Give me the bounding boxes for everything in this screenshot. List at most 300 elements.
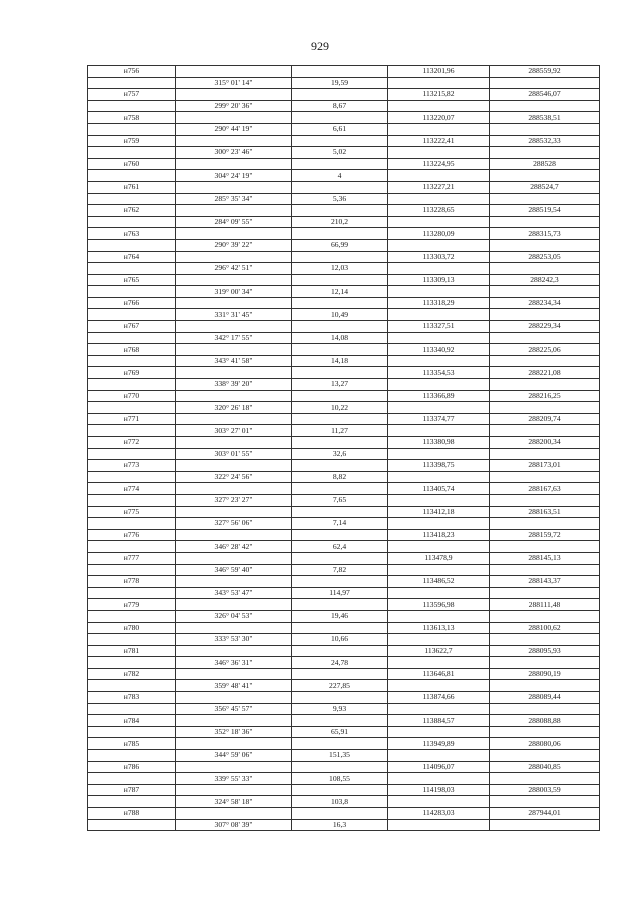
point-row	[88, 599, 600, 611]
empty-cell	[176, 251, 292, 263]
empty-cell	[490, 425, 600, 437]
point-row	[88, 66, 600, 78]
y-coordinate-cell: 288163,51	[490, 506, 600, 518]
x-coordinate-cell: 113398,75	[388, 460, 490, 472]
distance-cell: 10,22	[292, 402, 388, 414]
x-coordinate-cell: 113228,65	[388, 205, 490, 217]
empty-cell	[88, 77, 176, 89]
empty-cell	[490, 634, 600, 646]
segment-row	[88, 193, 600, 205]
empty-cell	[388, 494, 490, 506]
empty-cell	[88, 239, 176, 251]
x-coordinate-cell: 113412,18	[388, 506, 490, 518]
empty-cell	[292, 321, 388, 333]
direction-angle-cell: 346° 36' 31"	[176, 657, 292, 669]
empty-cell	[490, 77, 600, 89]
direction-angle-cell: 333° 53' 30"	[176, 634, 292, 646]
page-number: 929	[311, 39, 329, 53]
point-name-cell: н773	[88, 460, 176, 472]
empty-cell	[388, 587, 490, 599]
empty-cell	[88, 680, 176, 692]
distance-cell: 10,66	[292, 634, 388, 646]
empty-cell	[388, 518, 490, 530]
y-coordinate-cell: 288546,07	[490, 89, 600, 101]
segment-row	[88, 819, 600, 831]
direction-angle-cell: 303° 27' 01"	[176, 425, 292, 437]
y-coordinate-cell: 288040,85	[490, 761, 600, 773]
y-coordinate-cell: 288253,05	[490, 251, 600, 263]
direction-angle-cell: 338° 39' 20"	[176, 379, 292, 391]
empty-cell	[176, 321, 292, 333]
x-coordinate-cell: 113220,07	[388, 112, 490, 124]
empty-cell	[176, 784, 292, 796]
empty-cell	[490, 263, 600, 275]
point-name-cell: н784	[88, 715, 176, 727]
empty-cell	[88, 147, 176, 159]
point-row	[88, 784, 600, 796]
empty-cell	[292, 692, 388, 704]
empty-cell	[490, 216, 600, 228]
empty-cell	[88, 355, 176, 367]
point-row	[88, 692, 600, 704]
segment-row	[88, 216, 600, 228]
distance-cell: 19,46	[292, 610, 388, 622]
segment-row	[88, 332, 600, 344]
x-coordinate-cell: 113884,57	[388, 715, 490, 727]
empty-cell	[176, 622, 292, 634]
empty-cell	[88, 587, 176, 599]
segment-row	[88, 100, 600, 112]
empty-cell	[88, 123, 176, 135]
point-row	[88, 622, 600, 634]
x-coordinate-cell: 113478,9	[388, 552, 490, 564]
segment-row	[88, 123, 600, 135]
x-coordinate-cell: 114198,03	[388, 784, 490, 796]
point-name-cell: н764	[88, 251, 176, 263]
empty-cell	[176, 205, 292, 217]
distance-cell: 62,4	[292, 541, 388, 553]
empty-cell	[292, 784, 388, 796]
empty-cell	[88, 402, 176, 414]
direction-angle-cell: 319° 00' 34"	[176, 286, 292, 298]
x-coordinate-cell: 113222,41	[388, 135, 490, 147]
point-name-cell: н768	[88, 344, 176, 356]
segment-row	[88, 448, 600, 460]
x-coordinate-cell: 113596,98	[388, 599, 490, 611]
empty-cell	[292, 552, 388, 564]
empty-cell	[88, 448, 176, 460]
segment-row	[88, 355, 600, 367]
segment-row	[88, 726, 600, 738]
empty-cell	[490, 239, 600, 251]
empty-cell	[292, 251, 388, 263]
empty-cell	[292, 645, 388, 657]
point-name-cell: н778	[88, 576, 176, 588]
direction-angle-cell: 342° 17' 55"	[176, 332, 292, 344]
y-coordinate-cell: 288524,7	[490, 181, 600, 193]
point-row	[88, 367, 600, 379]
direction-angle-cell: 322° 24' 56"	[176, 471, 292, 483]
x-coordinate-cell: 113215,82	[388, 89, 490, 101]
empty-cell	[176, 228, 292, 240]
point-row	[88, 89, 600, 101]
point-row	[88, 483, 600, 495]
distance-cell: 103,8	[292, 796, 388, 808]
empty-cell	[176, 89, 292, 101]
empty-cell	[292, 437, 388, 449]
empty-cell	[88, 100, 176, 112]
distance-cell: 5,36	[292, 193, 388, 205]
point-row	[88, 645, 600, 657]
empty-cell	[292, 297, 388, 309]
y-coordinate-cell: 288145,13	[490, 552, 600, 564]
empty-cell	[388, 332, 490, 344]
empty-cell	[176, 344, 292, 356]
empty-cell	[292, 622, 388, 634]
empty-cell	[490, 355, 600, 367]
y-coordinate-cell: 288209,74	[490, 413, 600, 425]
empty-cell	[490, 123, 600, 135]
empty-cell	[388, 610, 490, 622]
point-row	[88, 251, 600, 263]
empty-cell	[292, 89, 388, 101]
empty-cell	[88, 541, 176, 553]
empty-cell	[176, 761, 292, 773]
empty-cell	[490, 147, 600, 159]
y-coordinate-cell: 288538,51	[490, 112, 600, 124]
segment-row	[88, 77, 600, 89]
y-coordinate-cell: 288159,72	[490, 529, 600, 541]
empty-cell	[176, 645, 292, 657]
empty-cell	[176, 437, 292, 449]
segment-row	[88, 263, 600, 275]
point-name-cell: н765	[88, 274, 176, 286]
empty-cell	[88, 750, 176, 762]
point-name-cell: н767	[88, 321, 176, 333]
point-row	[88, 437, 600, 449]
segment-row	[88, 796, 600, 808]
distance-cell: 151,35	[292, 750, 388, 762]
empty-cell	[88, 286, 176, 298]
x-coordinate-cell: 113949,89	[388, 738, 490, 750]
point-name-cell: н772	[88, 437, 176, 449]
empty-cell	[490, 750, 600, 762]
empty-cell	[490, 564, 600, 576]
empty-cell	[490, 379, 600, 391]
point-row	[88, 274, 600, 286]
empty-cell	[490, 471, 600, 483]
point-row	[88, 738, 600, 750]
empty-cell	[490, 100, 600, 112]
empty-cell	[292, 413, 388, 425]
distance-cell: 12,14	[292, 286, 388, 298]
empty-cell	[176, 413, 292, 425]
point-name-cell: н776	[88, 529, 176, 541]
segment-row	[88, 703, 600, 715]
point-name-cell: н788	[88, 808, 176, 820]
distance-cell: 7,65	[292, 494, 388, 506]
point-name-cell: н775	[88, 506, 176, 518]
distance-cell: 12,03	[292, 263, 388, 275]
point-name-cell: н761	[88, 181, 176, 193]
empty-cell	[292, 761, 388, 773]
empty-cell	[490, 703, 600, 715]
empty-cell	[388, 773, 490, 785]
segment-row	[88, 610, 600, 622]
direction-angle-cell: 343° 53' 47"	[176, 587, 292, 599]
direction-angle-cell: 346° 28' 42"	[176, 541, 292, 553]
empty-cell	[388, 216, 490, 228]
empty-cell	[292, 112, 388, 124]
distance-cell: 7,82	[292, 564, 388, 576]
y-coordinate-cell: 288095,93	[490, 645, 600, 657]
empty-cell	[388, 680, 490, 692]
direction-angle-cell: 356° 45' 57"	[176, 703, 292, 715]
point-name-cell: н781	[88, 645, 176, 657]
point-row	[88, 135, 600, 147]
empty-cell	[292, 599, 388, 611]
segment-row	[88, 379, 600, 391]
empty-cell	[490, 309, 600, 321]
empty-cell	[176, 576, 292, 588]
x-coordinate-cell: 114283,03	[388, 808, 490, 820]
direction-angle-cell: 346° 59' 40"	[176, 564, 292, 576]
empty-cell	[292, 158, 388, 170]
x-coordinate-cell: 113646,81	[388, 668, 490, 680]
empty-cell	[490, 494, 600, 506]
empty-cell	[490, 193, 600, 205]
empty-cell	[388, 309, 490, 321]
empty-cell	[490, 796, 600, 808]
direction-angle-cell: 320° 26' 18"	[176, 402, 292, 414]
direction-angle-cell: 285° 35' 34"	[176, 193, 292, 205]
empty-cell	[88, 703, 176, 715]
distance-cell: 66,99	[292, 239, 388, 251]
empty-cell	[88, 263, 176, 275]
distance-cell: 24,78	[292, 657, 388, 669]
direction-angle-cell: 304° 24' 19"	[176, 170, 292, 182]
direction-angle-cell: 339° 55' 33"	[176, 773, 292, 785]
empty-cell	[490, 773, 600, 785]
point-name-cell: н769	[88, 367, 176, 379]
point-row	[88, 158, 600, 170]
y-coordinate-cell: 288111,48	[490, 599, 600, 611]
point-row	[88, 321, 600, 333]
point-name-cell: н757	[88, 89, 176, 101]
empty-cell	[490, 541, 600, 553]
empty-cell	[388, 703, 490, 715]
empty-cell	[388, 425, 490, 437]
point-name-cell: н758	[88, 112, 176, 124]
point-name-cell: н766	[88, 297, 176, 309]
empty-cell	[176, 274, 292, 286]
point-name-cell: н787	[88, 784, 176, 796]
empty-cell	[176, 808, 292, 820]
distance-cell: 8,82	[292, 471, 388, 483]
empty-cell	[292, 390, 388, 402]
empty-cell	[292, 66, 388, 78]
direction-angle-cell: 324° 58' 18"	[176, 796, 292, 808]
empty-cell	[88, 471, 176, 483]
y-coordinate-cell: 288080,06	[490, 738, 600, 750]
empty-cell	[388, 819, 490, 831]
x-coordinate-cell: 114096,07	[388, 761, 490, 773]
direction-angle-cell: 315° 01' 14"	[176, 77, 292, 89]
empty-cell	[292, 483, 388, 495]
segment-row	[88, 773, 600, 785]
empty-cell	[176, 668, 292, 680]
segment-row	[88, 309, 600, 321]
empty-cell	[176, 390, 292, 402]
empty-cell	[292, 715, 388, 727]
y-coordinate-cell: 288100,62	[490, 622, 600, 634]
direction-angle-cell: 327° 56' 06"	[176, 518, 292, 530]
empty-cell	[388, 100, 490, 112]
distance-cell: 6,61	[292, 123, 388, 135]
direction-angle-cell: 327° 23' 27"	[176, 494, 292, 506]
distance-cell: 65,91	[292, 726, 388, 738]
direction-angle-cell: 352° 18' 36"	[176, 726, 292, 738]
empty-cell	[388, 796, 490, 808]
empty-cell	[176, 135, 292, 147]
empty-cell	[88, 726, 176, 738]
empty-cell	[292, 506, 388, 518]
distance-cell: 9,93	[292, 703, 388, 715]
x-coordinate-cell: 113201,96	[388, 66, 490, 78]
empty-cell	[388, 750, 490, 762]
empty-cell	[388, 239, 490, 251]
empty-cell	[88, 332, 176, 344]
segment-row	[88, 147, 600, 159]
empty-cell	[88, 796, 176, 808]
empty-cell	[388, 147, 490, 159]
distance-cell: 227,85	[292, 680, 388, 692]
empty-cell	[388, 564, 490, 576]
empty-cell	[388, 379, 490, 391]
x-coordinate-cell: 113340,92	[388, 344, 490, 356]
point-row	[88, 506, 600, 518]
x-coordinate-cell: 113486,52	[388, 576, 490, 588]
x-coordinate-cell: 113224,95	[388, 158, 490, 170]
coordinates-table-body	[88, 66, 600, 831]
y-coordinate-cell: 288167,63	[490, 483, 600, 495]
y-coordinate-cell: 288200,34	[490, 437, 600, 449]
empty-cell	[88, 494, 176, 506]
x-coordinate-cell: 113418,23	[388, 529, 490, 541]
y-coordinate-cell: 288532,33	[490, 135, 600, 147]
empty-cell	[88, 564, 176, 576]
empty-cell	[88, 193, 176, 205]
point-name-cell: н763	[88, 228, 176, 240]
empty-cell	[490, 170, 600, 182]
segment-row	[88, 587, 600, 599]
point-name-cell: н760	[88, 158, 176, 170]
point-row	[88, 413, 600, 425]
empty-cell	[88, 425, 176, 437]
y-coordinate-cell: 288225,06	[490, 344, 600, 356]
y-coordinate-cell: 288216,25	[490, 390, 600, 402]
direction-angle-cell: 359° 48' 41"	[176, 680, 292, 692]
empty-cell	[490, 332, 600, 344]
empty-cell	[176, 367, 292, 379]
empty-cell	[388, 286, 490, 298]
distance-cell: 114,97	[292, 587, 388, 599]
empty-cell	[176, 692, 292, 704]
direction-angle-cell: 296° 42' 51"	[176, 263, 292, 275]
direction-angle-cell: 331° 31' 45"	[176, 309, 292, 321]
segment-row	[88, 494, 600, 506]
empty-cell	[176, 181, 292, 193]
empty-cell	[292, 529, 388, 541]
empty-cell	[176, 112, 292, 124]
y-coordinate-cell: 288229,34	[490, 321, 600, 333]
empty-cell	[88, 634, 176, 646]
y-coordinate-cell: 288559,92	[490, 66, 600, 78]
empty-cell	[388, 541, 490, 553]
empty-cell	[388, 123, 490, 135]
segment-row	[88, 471, 600, 483]
empty-cell	[388, 77, 490, 89]
empty-cell	[176, 506, 292, 518]
empty-cell	[88, 379, 176, 391]
point-name-cell: н785	[88, 738, 176, 750]
empty-cell	[388, 471, 490, 483]
empty-cell	[292, 344, 388, 356]
y-coordinate-cell: 288089,44	[490, 692, 600, 704]
segment-row	[88, 286, 600, 298]
point-name-cell: н774	[88, 483, 176, 495]
empty-cell	[388, 170, 490, 182]
empty-cell	[490, 610, 600, 622]
segment-row	[88, 634, 600, 646]
empty-cell	[490, 680, 600, 692]
direction-angle-cell: 303° 01' 55"	[176, 448, 292, 460]
distance-cell: 32,6	[292, 448, 388, 460]
point-row	[88, 761, 600, 773]
empty-cell	[292, 181, 388, 193]
empty-cell	[388, 402, 490, 414]
distance-cell: 7,14	[292, 518, 388, 530]
y-coordinate-cell: 288315,73	[490, 228, 600, 240]
distance-cell: 10,49	[292, 309, 388, 321]
x-coordinate-cell: 113366,89	[388, 390, 490, 402]
x-coordinate-cell: 113613,13	[388, 622, 490, 634]
distance-cell: 210,2	[292, 216, 388, 228]
empty-cell	[292, 668, 388, 680]
x-coordinate-cell: 113374,77	[388, 413, 490, 425]
x-coordinate-cell: 113318,29	[388, 297, 490, 309]
y-coordinate-cell: 288234,34	[490, 297, 600, 309]
segment-row	[88, 518, 600, 530]
empty-cell	[88, 819, 176, 831]
empty-cell	[490, 448, 600, 460]
direction-angle-cell: 307° 08' 39"	[176, 819, 292, 831]
y-coordinate-cell: 288519,54	[490, 205, 600, 217]
point-name-cell: н782	[88, 668, 176, 680]
empty-cell	[490, 286, 600, 298]
direction-angle-cell: 290° 44' 19"	[176, 123, 292, 135]
segment-row	[88, 680, 600, 692]
point-row	[88, 668, 600, 680]
empty-cell	[88, 216, 176, 228]
direction-angle-cell: 326° 04' 53"	[176, 610, 292, 622]
point-name-cell: н770	[88, 390, 176, 402]
point-name-cell: н756	[88, 66, 176, 78]
point-row	[88, 297, 600, 309]
empty-cell	[176, 738, 292, 750]
segment-row	[88, 564, 600, 576]
distance-cell: 8,67	[292, 100, 388, 112]
